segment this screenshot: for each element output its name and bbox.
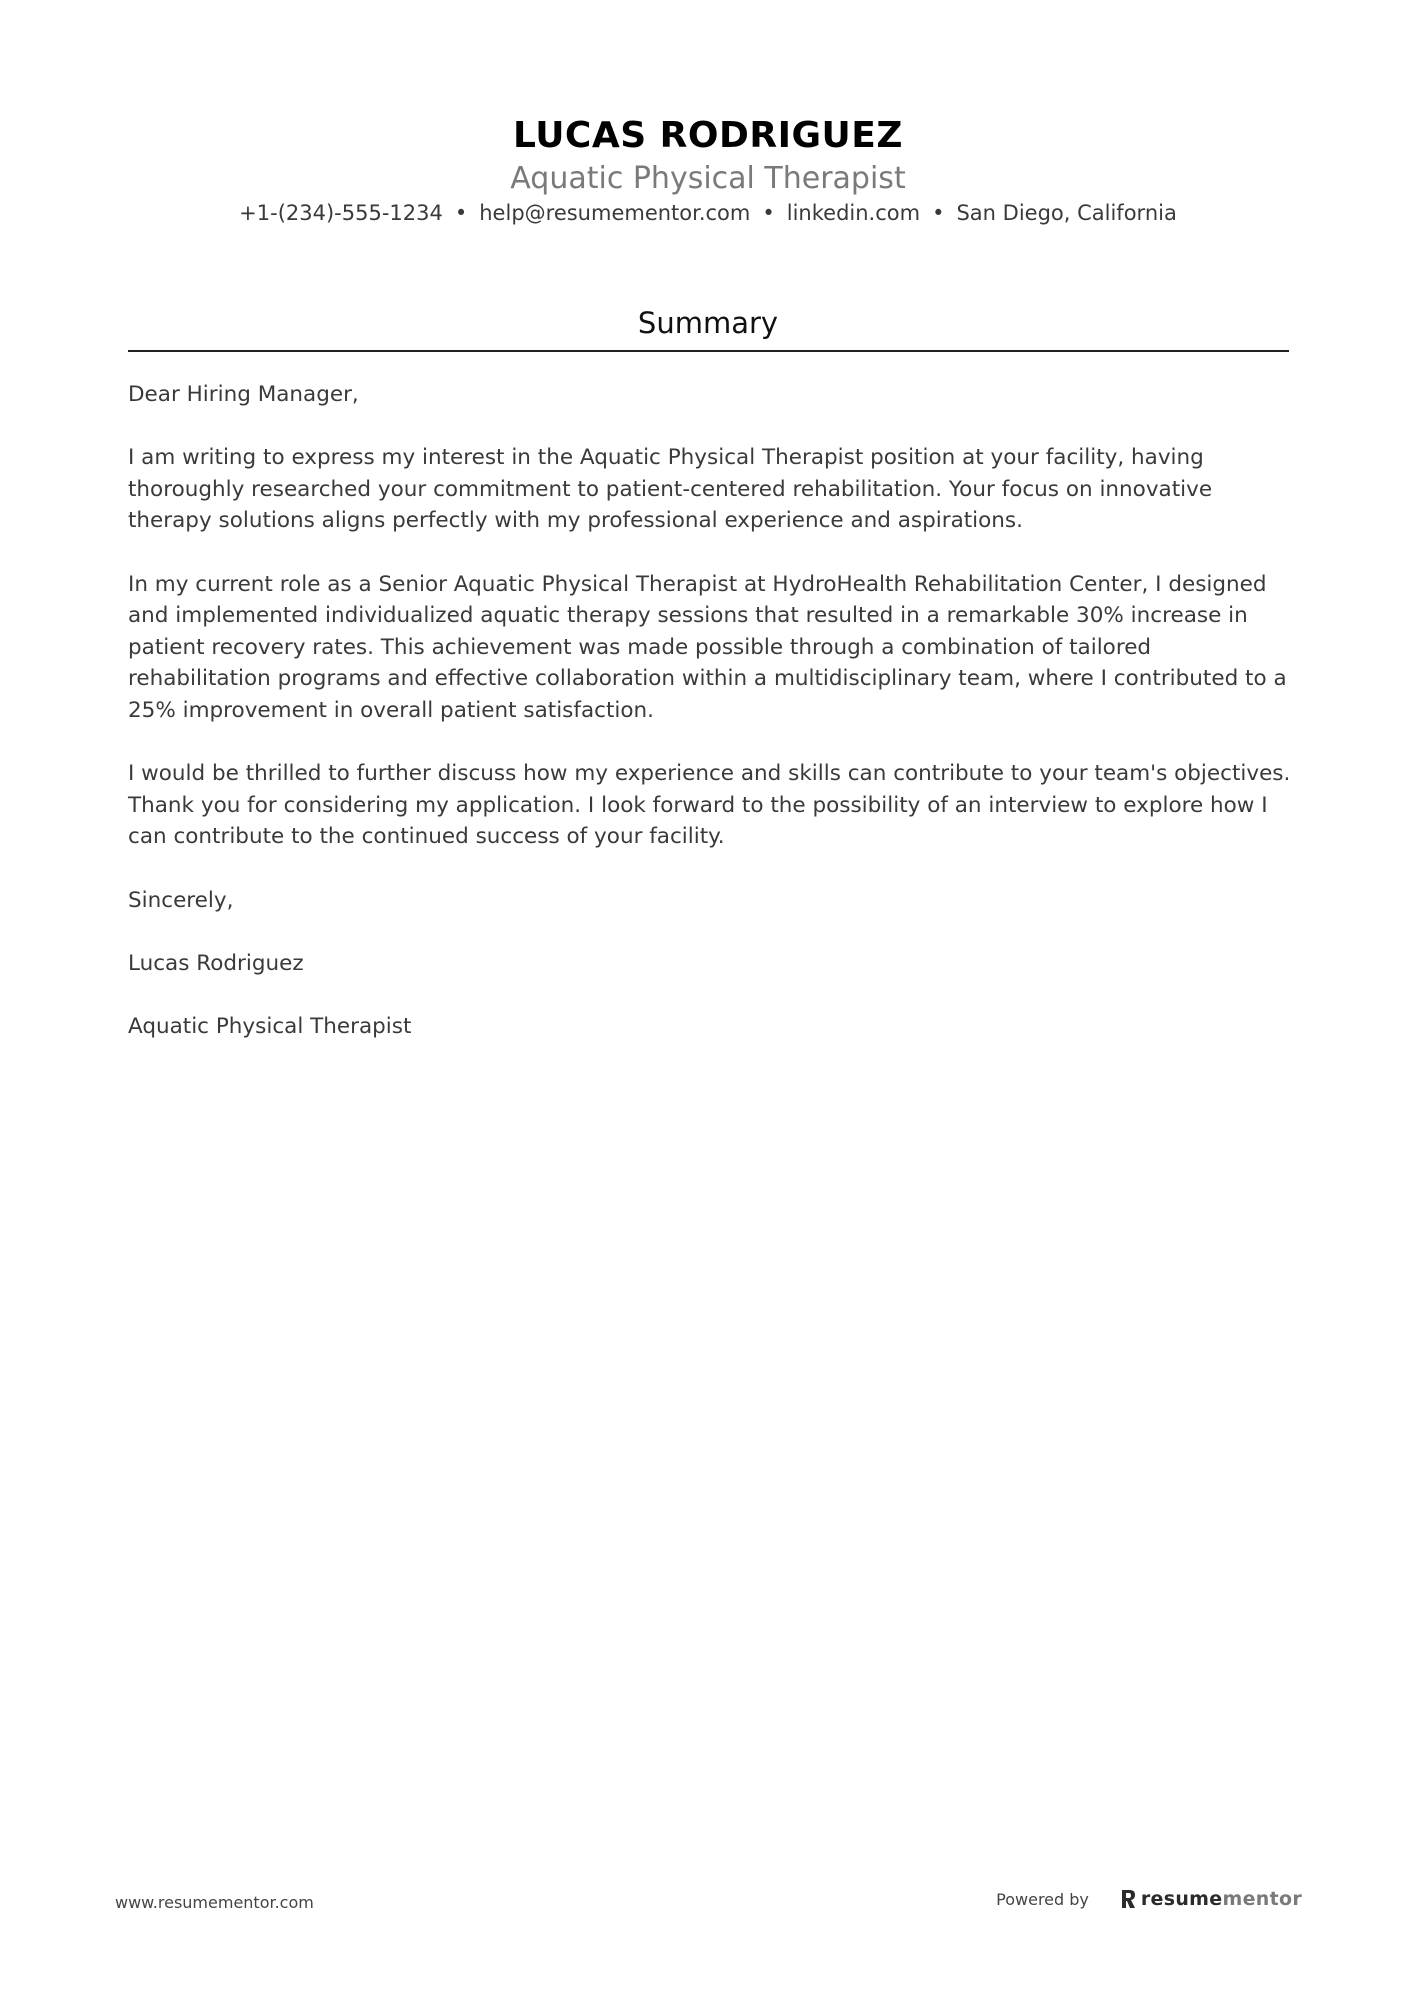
separator-dot: • (932, 201, 945, 225)
resumementor-logo-icon (1119, 1888, 1137, 1910)
section-title: Summary (637, 306, 779, 340)
footer-website: www.resumementor.com (115, 1893, 314, 1912)
letter-paragraph: In my current role as a Senior Aquatic Physical Therapist at HydroHealth Rehabilitation Center, I designed and implemented individualized aquatic therapy sessions that resulted in a remarkable 30% increase in patient recovery rates. This achievement was made possible through a combination of tailored rehabilitation programs and effective collaboration within a multidisciplinary team, where I contributed to a 25% improvement in overall patient satisfaction. (128, 571, 1287, 723)
separator-dot: • (762, 201, 775, 225)
candidate-title: Aquatic Physical Therapist (510, 161, 906, 196)
letter-paragraph: I am writing to express my interest in the Aquatic Physical Therapist position at your facility, having thoroughly researched your commitment to patient-centered rehabilitation. Your focus on innovative therapy solutions aligns perfectly with my professional experience and aspirations. (128, 445, 1213, 534)
letter-paragraph: I would be thrilled to further discuss how my experience and skills can contribute to your team's objectives. Thank you for considering my application. I look forward to the possibility of an interview to explore how I can contribute to the continued success of your facility. (128, 761, 1291, 850)
contact-linkedin: linkedin.com (786, 201, 921, 225)
closing: Sincerely, (128, 887, 234, 913)
brand-name-part1: resume (1140, 1888, 1223, 1910)
signature-title: Aquatic Physical Therapist (128, 1013, 412, 1039)
letter-body (128, 379, 1298, 1074)
header (128, 112, 1288, 228)
powered-by-label: Powered by (996, 1889, 1089, 1909)
contact-phone: +1-(234)-555-1234 (239, 201, 443, 225)
contact-location: San Diego, California (956, 201, 1177, 225)
section-divider (128, 350, 1289, 352)
contact-email: help@resumementor.com (479, 201, 751, 225)
footer-branding (996, 1888, 1302, 1910)
candidate-name: LUCAS RODRIGUEZ (513, 115, 903, 156)
brand-logo (1119, 1888, 1302, 1910)
brand-name-part2: mentor (1222, 1888, 1302, 1910)
salutation: Dear Hiring Manager, (128, 382, 359, 407)
contact-line (128, 198, 1288, 228)
separator-dot: • (454, 201, 468, 225)
signature-name: Lucas Rodriguez (128, 950, 304, 976)
